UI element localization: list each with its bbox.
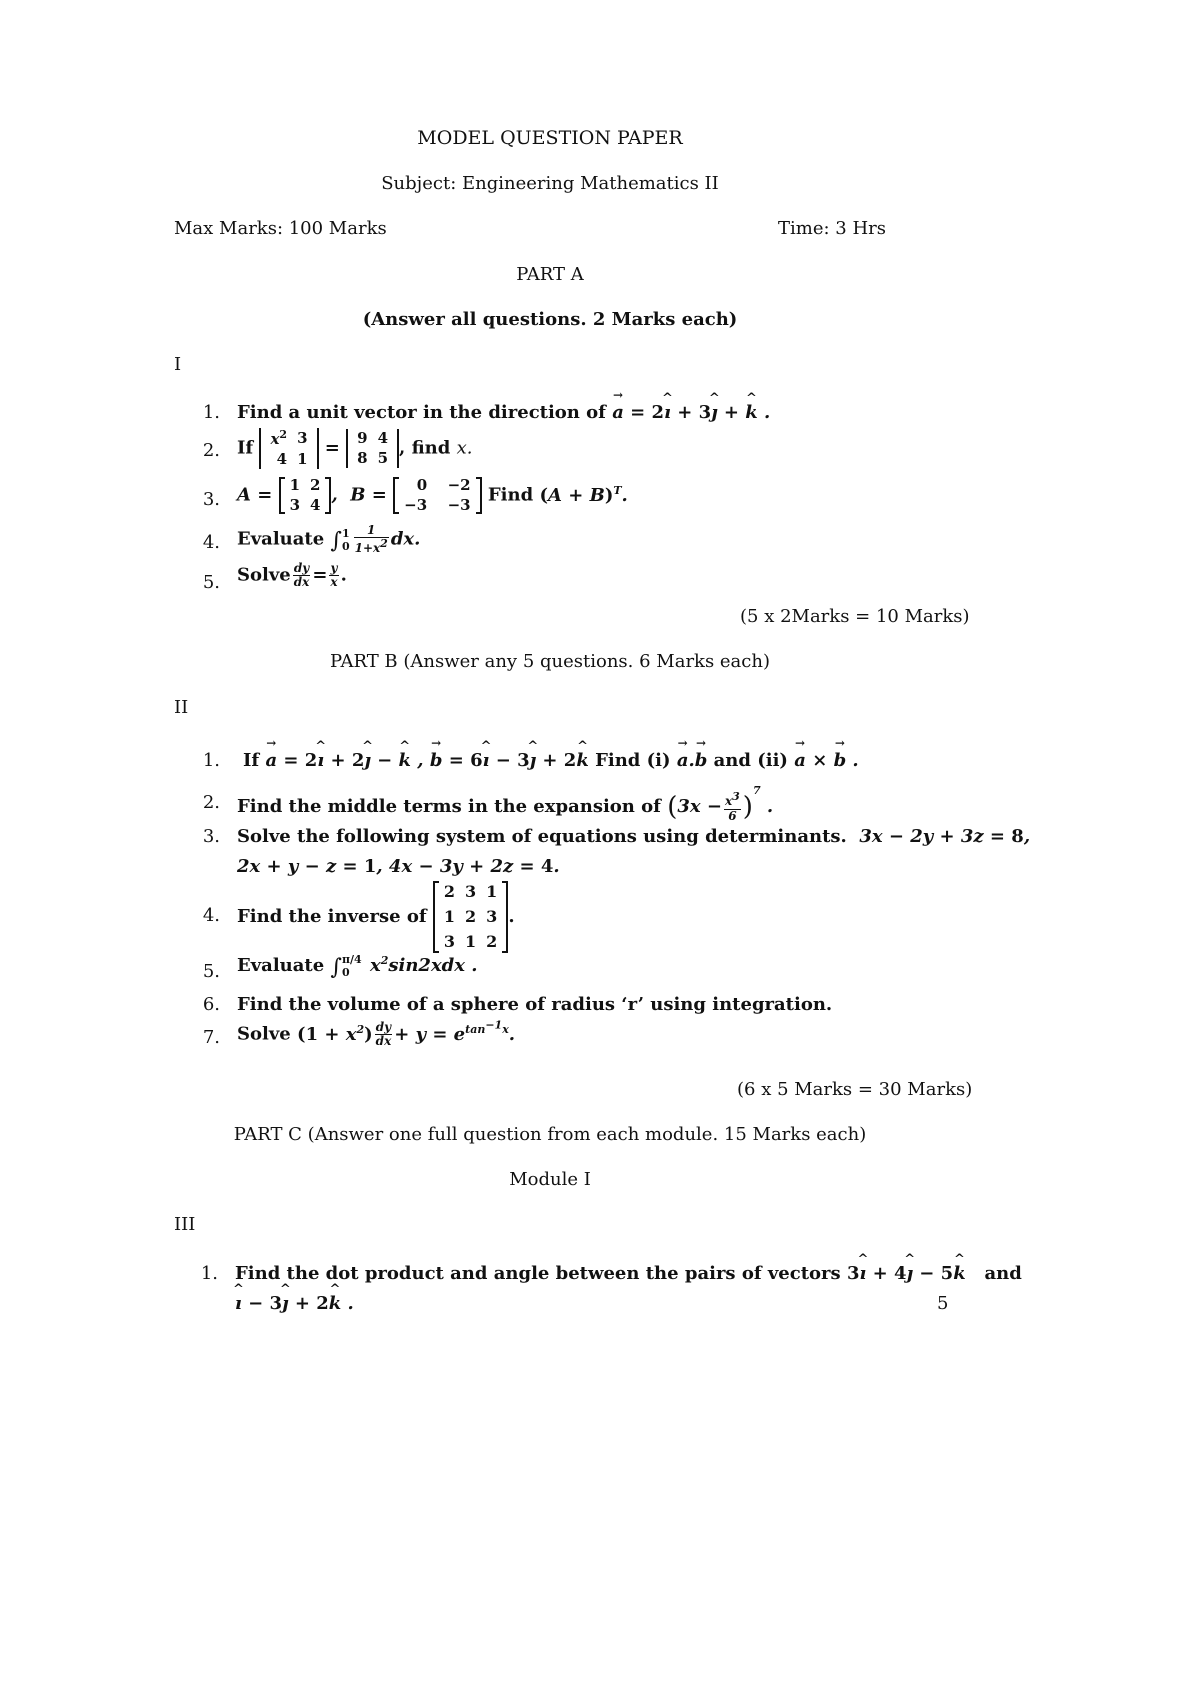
part-b-heading: PART B (Answer any 5 questions. 6 Marks each) <box>330 651 770 672</box>
question-text: Find <box>487 484 534 506</box>
part-c-heading: PART C (Answer one full question from each module. 15 Marks each) <box>233 1124 867 1145</box>
question-a2: If $x^2$ 3 4 1 = 9 4 8 5 , find x. <box>237 428 473 468</box>
question-text: Evaluate <box>237 528 325 550</box>
question-marks: 5 <box>937 1293 949 1314</box>
question-text: Solve the following system of equations using determinants. <box>237 826 847 847</box>
question-number: 4. <box>202 532 220 553</box>
question-text: Solve <box>237 1023 291 1045</box>
max-marks: Max Marks: 100 Marks <box>174 218 387 239</box>
question-number: 6. <box>202 994 220 1015</box>
question-b3: Solve the following system of equations using determinants. 3x − 2y + 3z = 8, <box>237 826 1031 847</box>
question-text: Find the middle terms in the expansion of <box>237 796 661 817</box>
question-text: Find a unit vector in the direction of <box>237 402 606 423</box>
question-a5: Solve $\frac{dy}{dx}$ = $\frac{y}{x}$ . <box>237 561 347 590</box>
question-text: and (ii) <box>713 750 788 771</box>
question-b5: Evaluate ∫ π/4 0 $x^2\sin 2xdx$ . <box>237 953 478 981</box>
question-text: If <box>243 750 260 771</box>
question-text: , find <box>399 437 451 459</box>
question-text: Evaluate <box>237 955 325 977</box>
question-text: Solve <box>237 564 291 586</box>
question-number: 3. <box>202 826 220 847</box>
question-text: Find the dot product and angle between the pairs of vectors <box>235 1263 841 1284</box>
question-text: If <box>237 437 254 459</box>
module-heading: Module I <box>509 1169 591 1190</box>
part-a-marks: (5 x 2Marks = 10 Marks) <box>740 606 970 627</box>
question-number: 1. <box>202 402 220 423</box>
part-a-instruction: (Answer all questions. 2 Marks each) <box>362 309 738 330</box>
question-c1: Find the dot product and angle between the pairs of vectors 3^ ı + 4^ ȷ − 5^ k and <box>235 1263 1022 1284</box>
question-text: and <box>984 1263 1022 1284</box>
part-a-heading: PART A <box>516 264 584 285</box>
question-number: 5. <box>202 961 220 982</box>
paper-title: MODEL QUESTION PAPER <box>417 127 683 149</box>
question-b6: Find the volume of a sphere of radius ‘r’ using integration. <box>237 994 833 1015</box>
question-b1: If → a = 2^ ı + 2^ ȷ − ^ k , → b = 6^ ı − 3^ ȷ + 2^ k Find (i) → a.→ b and (ii) → a × → b . <box>243 750 859 771</box>
part-b-marks: (6 x 5 Marks = 30 Marks) <box>737 1079 973 1100</box>
question-b2: Find the middle terms in the expansion of (3x − $\frac{x^3}{6}$ )$^7$ . <box>237 784 774 823</box>
question-number: 1. <box>202 750 220 771</box>
question-number: 7. <box>202 1027 220 1048</box>
time-allowed: Time: 3 Hrs <box>778 218 886 239</box>
question-b3-line2: 2x + y − z = 1, 4x − 3y + 2z = 4. <box>237 856 560 877</box>
question-b7: Solve $(1 + x^2)$ $\frac{dy}{dx}$ + $y = e^{tan^{-1}x}$. <box>237 1018 516 1049</box>
part-b-roman: II <box>174 697 189 718</box>
question-number: 4. <box>202 905 220 926</box>
question-text: Find (i) <box>595 750 671 771</box>
part-a-roman: I <box>174 354 182 375</box>
question-text: Find the inverse of <box>237 906 427 928</box>
question-a1: Find a unit vector in the direction of → a = 2^ ı + 3^ ȷ + ^ k . <box>237 402 770 423</box>
question-a4: Evaluate ∫ 1 0 $\frac{1}{1+x^2}$ dx. <box>237 523 421 556</box>
question-b4: Find the inverse of 2 3 1 1 2 3 3 1 2 . <box>237 880 515 954</box>
question-number: 3. <box>202 489 220 510</box>
question-number: 2. <box>202 792 220 813</box>
question-a3: A = 1 2 3 4 , B = 0 −2 −3 −3 Find $(A + B)^T$. <box>237 476 628 514</box>
subject-line: Subject: Engineering Mathematics II <box>381 173 719 194</box>
question-number: 2. <box>202 440 220 461</box>
question-number: 1. <box>200 1263 218 1284</box>
part-c-roman: III <box>174 1214 196 1235</box>
question-number: 5. <box>202 572 220 593</box>
question-c1-line2: ^ ı − 3^ ȷ + 2^ k . <box>235 1293 354 1314</box>
